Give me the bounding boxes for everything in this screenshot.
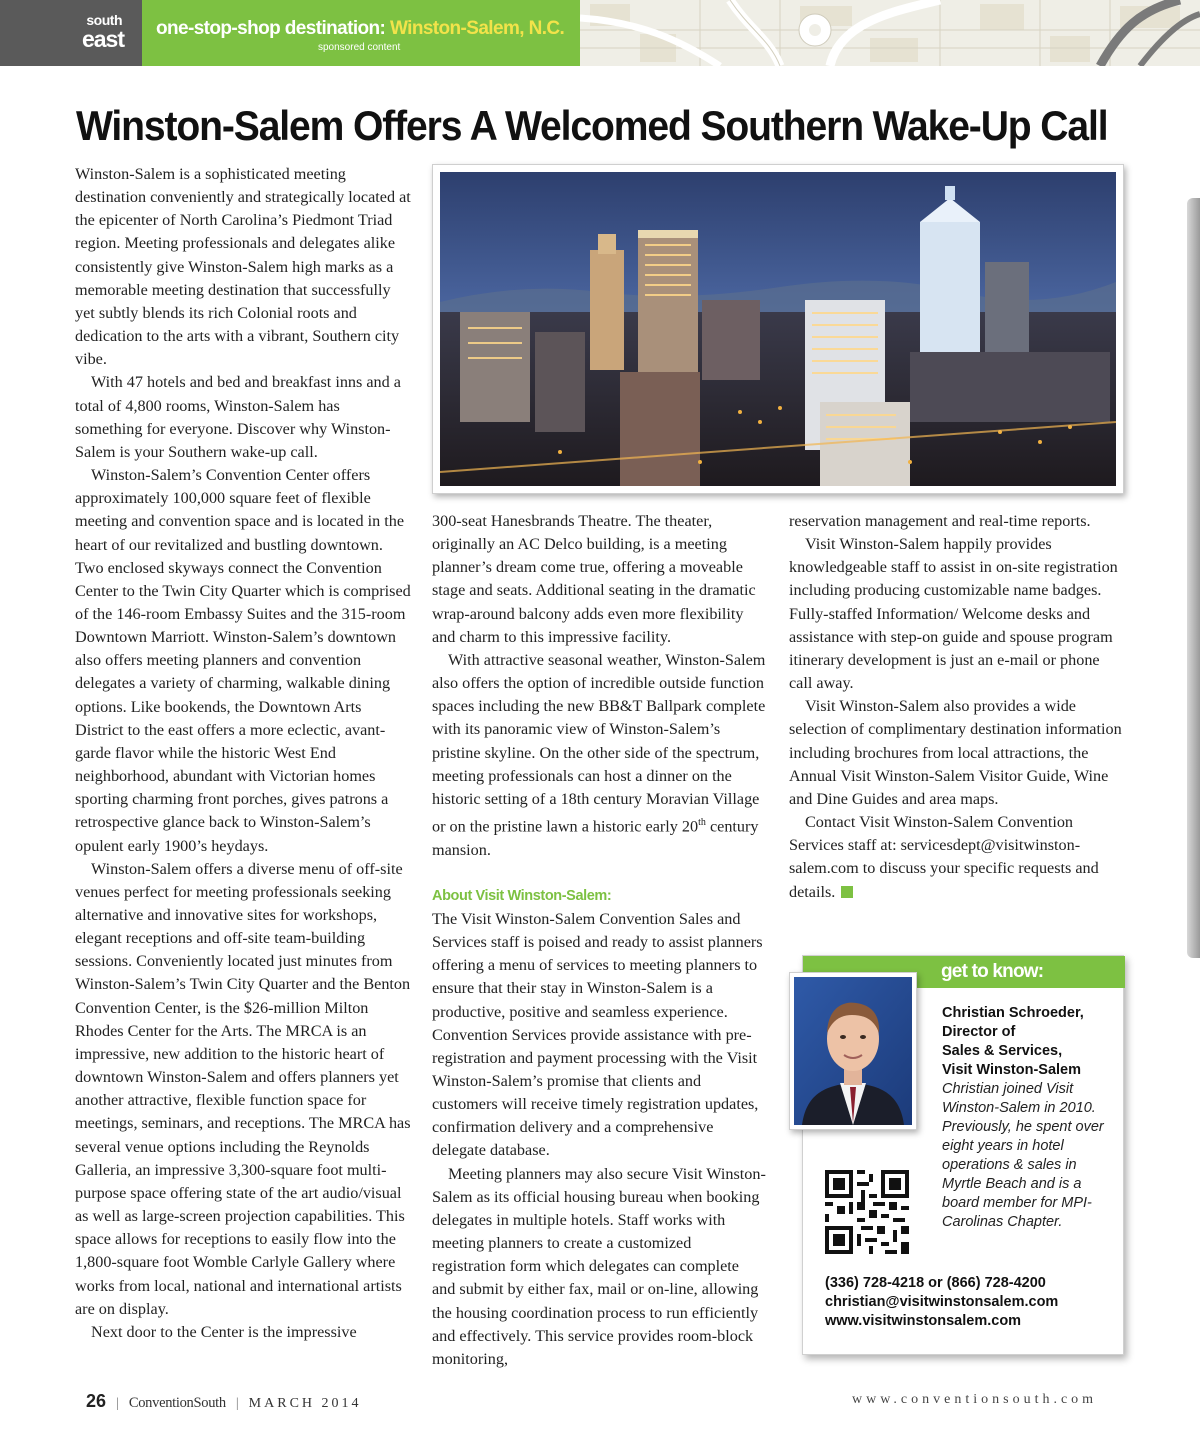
profile-email[interactable]: christian@visitwinstonsalem.com bbox=[825, 1294, 1059, 1310]
paragraph-text: With attractive seasonal weather, Winston-Salem also offers the option of incredible outside function spaces including the new BB&T Ballpark complete with its panoramic view of Winston-Salem’s pristine skyline. On the other side of the spectrum, meeting professionals can host a dinner on the historic setting of a 18th century Moravian Village or on the pristine lawn a historic early 20 bbox=[432, 650, 766, 836]
publication-name: ConventionSouth bbox=[128, 1395, 226, 1411]
article-paragraph bbox=[432, 649, 766, 862]
section-title-band bbox=[142, 0, 580, 66]
get-to-know-label: get to know: bbox=[941, 961, 1044, 982]
article-paragraph: The Visit Winston-Salem Convention Sales and Services staff is poised and ready to assist planners offering a menu of services to meeting planners to ensure that their stay in Winston-Salem is a productive, positive and seamless experience. Convention Services provide assistance with pre-registration and payment processing with the Visit Winston-Salem’s promise that clients and customers will receive timely registration updates, confirmation delivery and a comprehensive delegate database. bbox=[432, 909, 763, 1160]
page-edge-bar bbox=[1187, 198, 1200, 958]
article-headline: Winston-Salem Offers A Welcomed Southern Wake-Up Call bbox=[76, 102, 1108, 149]
paragraph-text: Contact Visit Winston-Salem Convention Services staff at: servicesdept@visitwinston-salem.com to discuss your specific requests and details. bbox=[789, 813, 1099, 901]
section-header bbox=[0, 0, 1200, 66]
section-title-prefix: one-stop-shop destination: bbox=[156, 18, 386, 39]
article-column-3 bbox=[789, 510, 1123, 904]
superscript: th bbox=[698, 817, 706, 829]
page-footer bbox=[86, 1391, 362, 1412]
about-heading: About Visit Winston-Salem: bbox=[432, 887, 612, 904]
profile-name-title bbox=[942, 1004, 1122, 1080]
page-number: 26 bbox=[86, 1391, 107, 1411]
article-paragraph: 300-seat Hanesbrands Theatre. The theater, originally an AC Delco building, is a meeting planner’s dream come true, offering a moveable stage and seats. Additional seating in the dramatic wrap-around balcony adds even more flexibility and charm to this impressive facility. bbox=[432, 512, 756, 646]
headshot-photo bbox=[794, 977, 912, 1125]
footer-separator: | bbox=[235, 1396, 239, 1411]
profile-phone[interactable]: (336) 728-4218 or (866) 728-4200 bbox=[825, 1275, 1046, 1291]
article-paragraph: Next door to the Center is the impressive bbox=[91, 1322, 357, 1341]
article-paragraph: Meeting planners may also secure Visit Winston-Salem as its official housing bureau when booking delegates in multiple hotels. Staff works with meeting planners to create a customized registration form which delegates can complete and submit by either fax, mail or on-line, allowing the housing coordination process to run efficiently and effectively. This service provides room-block monitoring, bbox=[432, 1164, 766, 1368]
city-skyline-photo bbox=[440, 172, 1116, 486]
profile-contact bbox=[825, 1274, 1115, 1331]
section-tag bbox=[0, 0, 142, 66]
profile-name-line: Director of bbox=[942, 1024, 1016, 1040]
article-paragraph bbox=[789, 811, 1123, 904]
qr-code-icon[interactable] bbox=[825, 1170, 909, 1254]
profile-bio: Christian joined Visit Winston-Salem in 2010. Previously, he spent over eight years in hotel operations & sales in Myrtle Beach and is a board member for MPI-Carolinas Chapter. bbox=[942, 1081, 1104, 1230]
skyline-photo-frame bbox=[432, 164, 1124, 494]
issue-date: MARCH 2014 bbox=[248, 1396, 362, 1411]
section-title-city: Winston-Salem, N.C. bbox=[389, 18, 565, 39]
footer-website[interactable]: www.conventionsouth.com bbox=[852, 1392, 1098, 1407]
profile-name-line: Visit Winston-Salem bbox=[942, 1062, 1081, 1078]
headshot-frame bbox=[789, 972, 917, 1130]
paragraph-text: century mansion. bbox=[432, 817, 759, 859]
street-map-graphic bbox=[580, 0, 1200, 66]
profile-website[interactable]: www.visitwinstonsalem.com bbox=[825, 1313, 1022, 1329]
article-paragraph: Visit Winston-Salem also provides a wide selection of complimentary destination information including brochures from local attractions, the Annual Visit Winston-Salem Visitor Guide, Wine and Dine Guides and area maps. bbox=[789, 697, 1122, 808]
article-paragraph: Winston-Salem offers a diverse menu of off-site venues perfect for meeting professionals seeking alternative and innovative sites for workshops, elegant receptions and off-site team-building sessions. Conveniently located just minutes from Winston-Salem’s Twin City Quarter and the Benton Convention Center, is the $26-million Milton Rhodes Center for the Arts. The MRCA is an impressive, new addition to the historic heart of downtown Winston-Salem and offers planners yet another attractive, flexible function space for meetings, seminars, and receptions. The MRCA has several venue options including the Reynolds Galleria, an impressive 3,300-square foot multi-purpose space offering state of the art audio/visual as well as large-screen projection capabilities. This space allows for receptions to easily flow into the 1,800-square foot Womble Carlyle Gallery where works from local, national and international artists are on display. bbox=[75, 859, 411, 1318]
article-paragraph: Winston-Salem’s Convention Center offers approximately 100,000 square feet of flexible meeting and convention space and is located in the heart of our revitalized and bustling downtown. Two enclosed skyways connect the Convention Center to the Twin City Quarter which is comprised of the 146-room Embassy Suites and the 315-room Downtown Marriott. Winston-Salem’s downtown also offers meeting planners and convention delegates a variety of charming, walkable dining options. Like bookends, the Downtown Arts District to the east offers a more eclectic, avant-garde flavor while the historic West End neighborhood, abundant with Victorian homes sporting charming front porches, gives patrons a retrospective glance back to Winston-Salem’s opulent early 1900’s heydays. bbox=[75, 466, 411, 855]
article-column-2 bbox=[432, 510, 766, 1371]
article-column-1 bbox=[75, 163, 411, 1344]
section-tag-south: south bbox=[86, 12, 122, 28]
section-tag-east: east bbox=[81, 26, 124, 52]
article-paragraph: reservation management and real-time reports. bbox=[789, 512, 1091, 530]
section-title bbox=[156, 18, 564, 40]
get-to-know-box bbox=[802, 955, 1124, 1355]
sponsored-label: sponsored content bbox=[318, 42, 401, 53]
end-square-icon bbox=[841, 886, 853, 898]
profile-name-line: Christian Schroeder, bbox=[942, 1005, 1084, 1021]
profile-name-line: Sales & Services, bbox=[942, 1043, 1063, 1059]
article-paragraph: Winston-Salem is a sophisticated meeting destination conveniently and strategically located at the epicenter of North Carolina’s Piedmont Triad region. Meeting professionals and delegates alike consistently give Winston-Salem high marks as a memorable meeting destination that successfully yet subtly blends its rich Colonial roots and dedication to the arts with a vibrant, Southern city vibe. bbox=[75, 165, 411, 369]
article-paragraph: With 47 hotels and bed and breakfast inns and a total of 4,800 rooms, Winston-Salem has something for everyone. Discover why Winston-Salem is your Southern wake-up call. bbox=[75, 373, 401, 461]
footer-separator: | bbox=[116, 1396, 119, 1411]
article-paragraph: Visit Winston-Salem happily provides knowledgeable staff to assist in on-site registration including producing customizable name badges. Fully-staffed Information/ Welcome desks and assistance with step-on guide and spouse program itinerary development is just an e-mail or phone call away. bbox=[789, 535, 1118, 693]
